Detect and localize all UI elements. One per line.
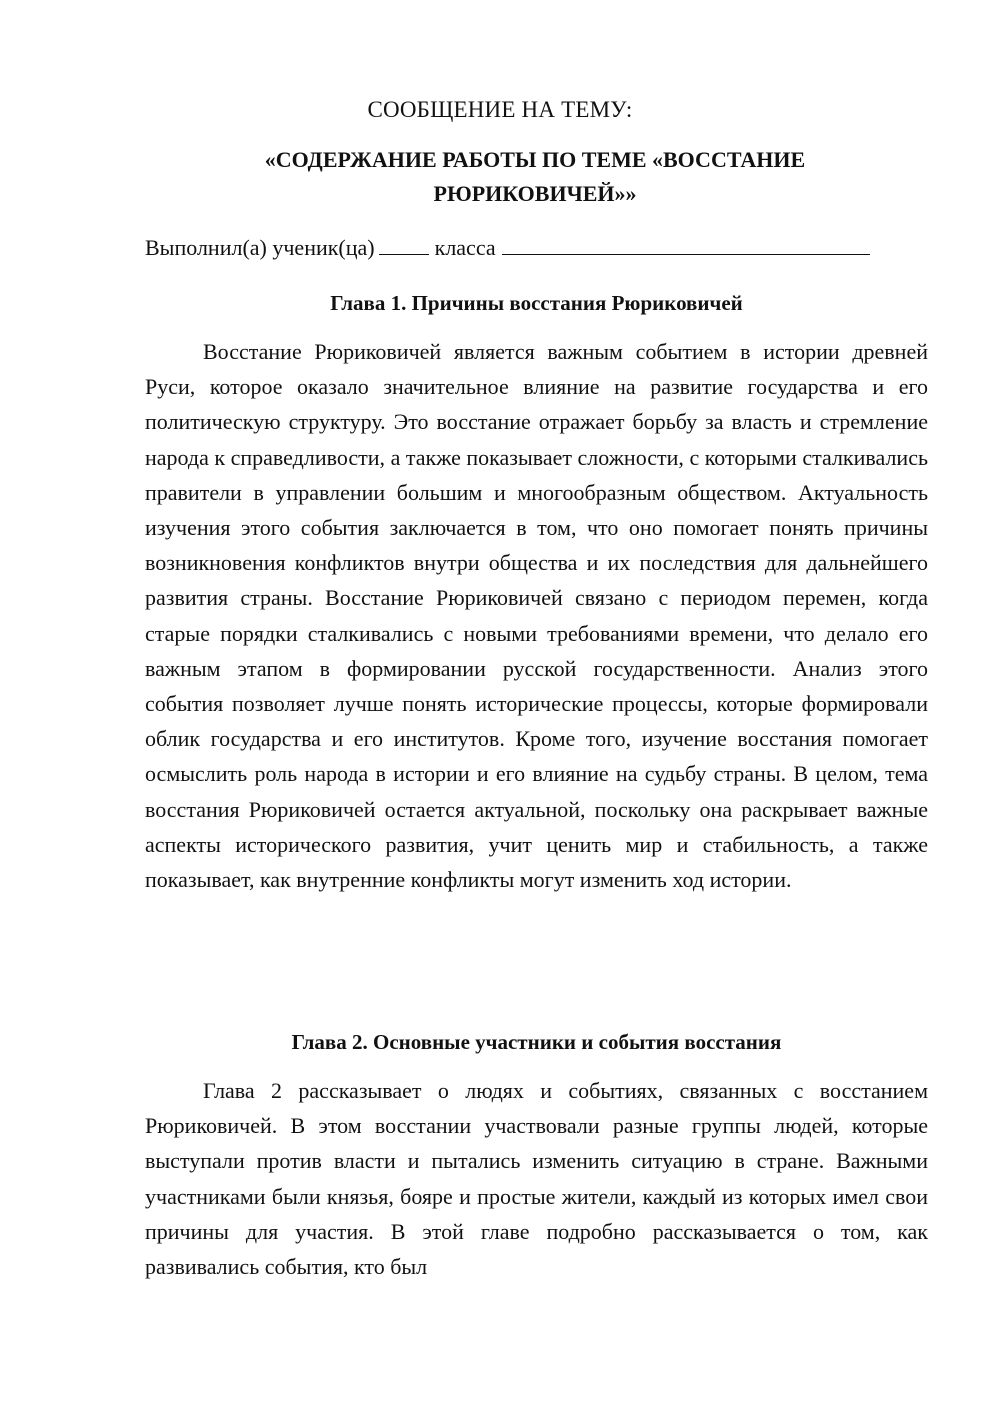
chapter-1-paragraph: Восстание Рюриковичей является важным событием в истории древней Руси, которое оказало значительное влияние на развитие государства и его политическую структуру. Это восстание отражает борьбу за власть и стремление народа к справедливости, а также показывает сложности, с которыми сталкивались правители в управлении большим и многообразным обществом. Актуальность изучения этого события заключается в том, что оно помогает понять причины возникновения конфликтов внутри общества и их последствия для дальнейшего развития страны. Восстание Рюриковичей связано с периодом перемен, когда старые порядки сталкивались с новыми требованиями времени, что делало его важным этапом в формировании русской государственности. Анализ этого события позволяет лучше понять исторические процессы, которые формировали облик государства и его институтов. Кроме того, изучение восстания помогает осмыслить роль народа в истории и его влияние на судьбу страны. В целом, тема восстания Рюриковичей остается актуальной, поскольку она раскрывает важные аспекты исторического развития, учит ценить мир и стабильность, а также показывает, как внутренние конфликты могут изменить ход истории.: [145, 339, 928, 893]
chapter-1-heading: Глава 1. Причины восстания Рюриковичей: [330, 291, 743, 315]
name-blank-field: [502, 232, 870, 255]
chapter-2-heading: Глава 2. Основные участники и события восстания: [291, 1030, 782, 1054]
chapter-2-paragraph: Глава 2 рассказывает о людях и событиях, связанных с восстанием Рюриковичей. В этом восстании участвовали разные группы людей, которые выступали против власти и пытались изменить ситуацию в стране. Важными участниками были князья, бояре и простые жители, каждый из которых имел свои причины для участия. В этой главе подробно рассказывается о том, как развивались события, кто был: [145, 1078, 928, 1280]
document-title: «СОДЕРЖАНИЕ РАБОТЫ ПО ТЕМЕ «ВОССТАНИЕ РЮРИКОВИЧЕЙ»»: [264, 147, 806, 206]
document-header-line: СООБЩЕНИЕ НА ТЕМУ:: [367, 97, 633, 122]
class-label: класса: [434, 235, 496, 260]
author-label: Выполнил(а) ученик(ца): [145, 235, 375, 260]
author-line: [145, 232, 935, 263]
class-blank-field: [379, 232, 429, 255]
